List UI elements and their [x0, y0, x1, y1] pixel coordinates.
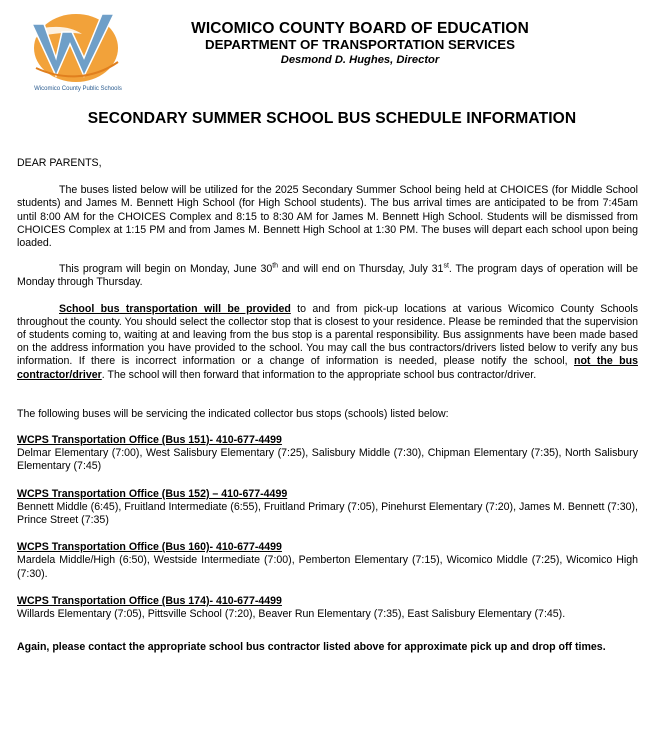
bus-entry-152 — [17, 488, 638, 528]
letter-body — [17, 157, 638, 654]
transportation-lead: School bus transportation will be provided — [59, 302, 291, 315]
bus-header: WCPS Transportation Office (Bus 174)- 410-677-4499 — [17, 594, 282, 607]
bus-list-intro: The following buses will be servicing the indicated collector bus stops (schools) listed below: — [17, 407, 449, 420]
bus-entry-160 — [17, 541, 638, 581]
org-name: WICOMICO COUNTY BOARD OF EDUCATION — [191, 20, 529, 37]
department-name: DEPARTMENT OF TRANSPORTATION SERVICES — [204, 37, 516, 52]
closing-note: Again, please contact the appropriate school bus contractor listed above for approximate pick up and drop off times. — [17, 641, 606, 654]
logo-caption: Wicomico County Public Schools — [34, 86, 122, 92]
paragraph-program-dates — [17, 263, 638, 289]
bus-entry-174 — [17, 595, 638, 621]
not-contractor-emphasis: not the bus contractor/driver — [17, 355, 638, 381]
logo-mark-icon — [22, 6, 134, 88]
dates-sup-1: th — [272, 262, 279, 270]
transportation-body: to and from pick-up locations at various Wicomico County Schools throughout the county. You should select the collector stop that is closest to your residence. Please be reminded that the supervision of students coming to, waiting at and leaving from the bus stop is a parental responsibility. Bus assignments have been made based on the address information you have provided to the school. You may call the bus contractors/drivers listed below to verify any bus information. If there is incorrect information or a change of information is needed, please notify the school, — [17, 302, 638, 368]
dates-text-a: This program will begin on Monday, June 30 — [59, 263, 273, 276]
director-name: Desmond D. Hughes, Director — [280, 54, 440, 66]
bus-stops: Delmar Elementary (7:00), West Salisbury Elementary (7:25), Salisbury Middle (7:30), Chipman Elementary (7:35), North Salisbury Elementary (7:45) — [17, 447, 638, 473]
bus-stops: Willards Elementary (7:05), Pittsville School (7:20), Beaver Run Elementary (7:35), East Salisbury Elementary (7:45). — [17, 608, 566, 621]
bus-header: WCPS Transportation Office (Bus 152) – 410-677-4499 — [17, 487, 288, 500]
document-title: SECONDARY SUMMER SCHOOL BUS SCHEDULE INFORMATION — [87, 110, 577, 127]
bus-header: WCPS Transportation Office (Bus 160)- 410-677-4499 — [17, 541, 282, 554]
bus-stops: Mardela Middle/High (6:50), Westside Intermediate (7:00), Pemberton Elementary (7:15), Wicomico Middle (7:25), Wicomico High (7:30). — [17, 554, 638, 580]
transportation-tail: . The school will then forward that information to the appropriate school bus contractor/driver. — [101, 368, 537, 381]
dates-sup-2: st — [443, 262, 449, 270]
wcps-logo — [22, 6, 134, 96]
bus-header: WCPS Transportation Office (Bus 151)- 410-677-4499 — [17, 434, 282, 447]
paragraph-arrival-times: The buses listed below will be utilized for the 2025 Secondary Summer School being held at CHOICES (for Middle School students) and James M. Bennett High School (for High School students). The bus arrival times are anticipated to be from 7:45am until 8:00 AM for the CHOICES Complex and 8:15 to 8:30 AM for James M. Bennett High School. Students will be dismissed from CHOICES Complex at 1:15 PM and from James M. Bennett High School at 1:30 PM. The buses will depart each school upon being loaded. — [17, 184, 638, 250]
bus-entry-151 — [17, 434, 638, 474]
bus-stops: Bennett Middle (6:45), Fruitland Intermediate (6:55), Fruitland Primary (7:05), Pinehurst Elementary (7:20), James M. Bennett (7:30), Prince Street (7:35) — [17, 500, 638, 527]
letterhead — [150, 20, 570, 67]
dates-text-c: . The program days of operation will be Monday through Thursday. — [17, 263, 638, 289]
paragraph-transportation — [17, 303, 638, 382]
dates-text-b: and will end on Thursday, July 31 — [278, 263, 444, 276]
greeting: DEAR PARENTS, — [17, 157, 102, 169]
